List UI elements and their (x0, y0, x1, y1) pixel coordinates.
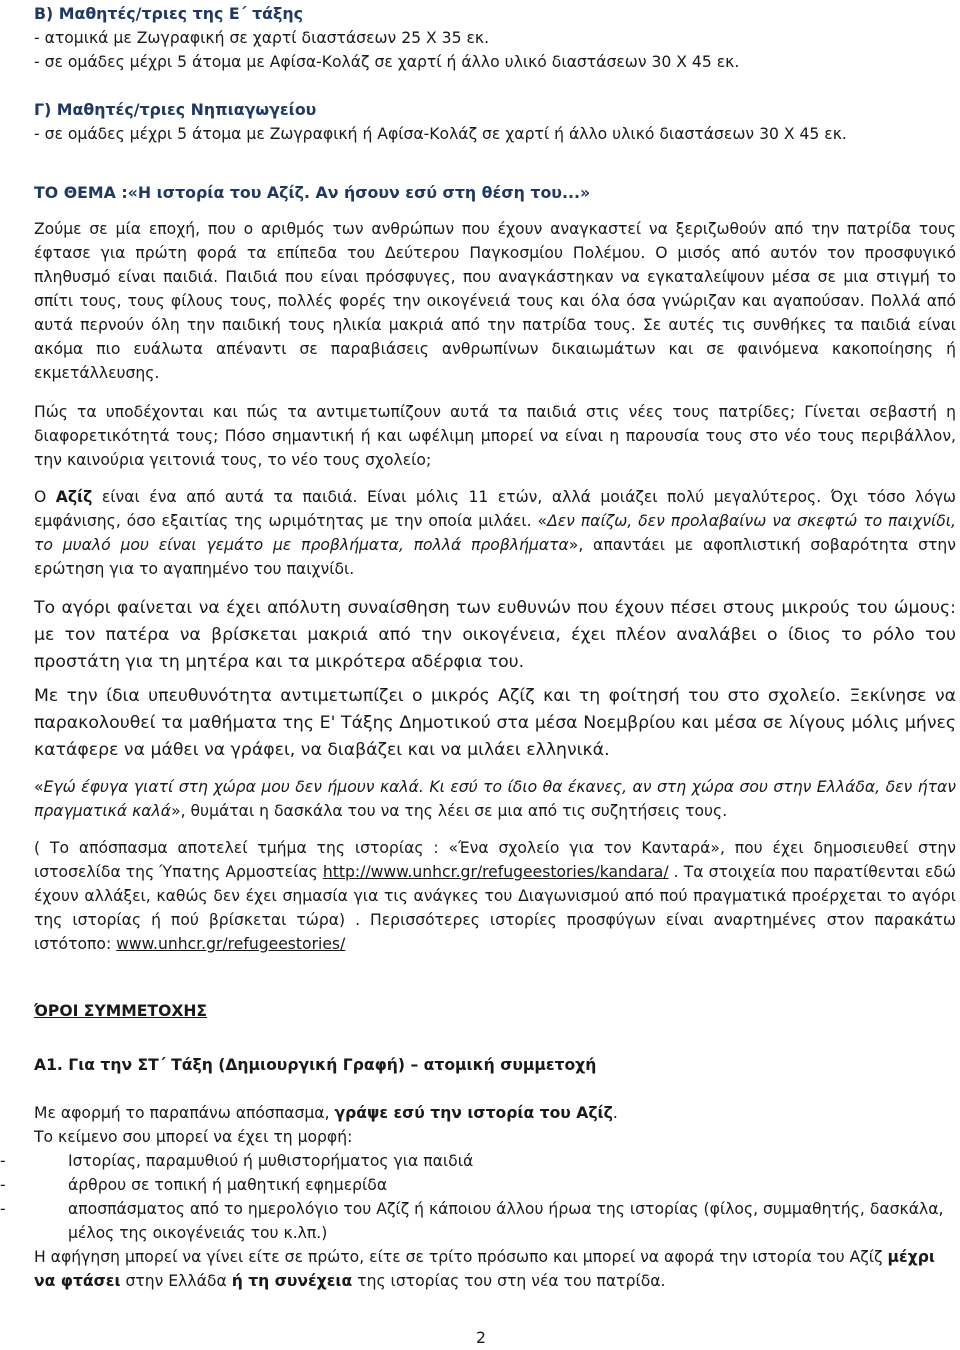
section-c (34, 98, 956, 146)
list-item (0, 1197, 956, 1245)
a1-format-intro: Το κείμενο σου μπορεί να έχει τη μορφή: (34, 1128, 353, 1146)
quote-paragraph (34, 775, 956, 823)
a1-prompt-text: Με αφορμή το παραπάνω απόσπασμα, (34, 1104, 335, 1122)
list-dash: - (0, 1152, 6, 1170)
page-number: 2 (476, 1329, 486, 1347)
list-item (0, 1173, 956, 1197)
list-item (0, 1149, 956, 1173)
a1-closing-emphasis: ή τη συνέχεια (231, 1272, 353, 1290)
section-b-item: - σε ομάδες μέχρι 5 άτομα με Αφίσα-Κολάζ σε χαρτί ή άλλο υλικό διαστάσεων 30 Χ 45 εκ. (34, 53, 740, 71)
a1-heading: Α1. Για την ΣΤ΄ Τάξη (Δημιουργική Γραφή) – ατομική συμμετοχή (34, 1056, 597, 1074)
terms-heading: ΌΡΟΙ ΣΥΜΜΕΤΟΧΗΣ (34, 1002, 208, 1020)
a1-closing (34, 1245, 956, 1293)
a1-body (0, 1101, 956, 1293)
a1-prompt-text: . (612, 1104, 618, 1122)
section-b (34, 2, 956, 74)
list-item-text: άρθρου σε τοπική ή μαθητική εφημερίδα (68, 1176, 388, 1194)
a1-prompt-emphasis: γράψε εσύ την ιστορία του Αζίζ (334, 1104, 613, 1122)
quote-mark: « (34, 778, 44, 796)
a1-prompt (34, 1101, 956, 1125)
aziz-text: είναι ένα από αυτά τα παιδιά. Είναι μόλις 11 ετών, αλλά μοιάζει πολύ μεγαλύτερος. Όχι τόσο λόγω εμφάνισης, όσο εξαιτίας της ωριμότητας με την οποία μιλάει. « (34, 488, 956, 530)
intro-paragraph: Ζούμε σε μία εποχή, που ο αριθμός των ανθρώπων που έχουν αναγκαστεί να ξεριζωθούν από την πατρίδα τους έφτασε για πρώτη φορά τα επίπεδα του Δεύτερου Παγκοσμίου Πολέμου. Ο μισός από αυτόν τον προσφυγικό πληθυσμό είναι παιδιά. Παιδιά που είναι πρόσφυγες, που αναγκάστηκαν να εγκαταλείψουν μέσα σε μια στιγμή το σπίτι τους, τους φίλους τους, πολλές φορές την οικογένειά τους και όλα όσα γνώριζαν και αγαπούσαν. Πολλά από αυτά περνούν όλη την παιδική τους ηλικία μακριά από την πατρίδα τους. Σε αυτές τις συνθήκες τα παιδιά είναι ακόμα πιο ευάλωτα απέναντι σε παραβιάσεις ανθρωπίνων δικαιωμάτων και σε φαινόμενα κακοποίησης ή εκμετάλλευσης. (34, 220, 956, 382)
a1-closing-text: Η αφήγηση μπορεί να γίνει είτε σε πρώτο, είτε σε τρίτο πρόσωπο και μπορεί να αφορά την ιστορία του Αζίζ (34, 1248, 888, 1266)
school-paragraph: Με την ίδια υπευθυνότητα αντιμετωπίζει ο μικρός Αζίζ και τη φοίτησή του στο σχολείο. Ξεκίνησε να παρακολουθεί τα μαθήματα της Ε' Τάξης Δημοτικού στα μέσα Νοεμβρίου και μέσα σε λίγους μόλις μήνες κατάφερε να μάθει να γράφει, να διαβάζει και να μιλάει ελληνικά. (34, 686, 956, 760)
source-paragraph (34, 836, 956, 956)
aziz-text: Ο (34, 488, 56, 506)
aziz-paragraph (34, 485, 956, 581)
a1-closing-text: της ιστορίας του στη νέα του πατρίδα. (352, 1272, 666, 1290)
section-c-item: - σε ομάδες μέχρι 5 άτομα με Ζωγραφική ή Αφίσα-Κολάζ σε χαρτί ή άλλο υλικό διαστάσεων 30 Χ 45 εκ. (34, 125, 847, 143)
question-paragraph: Πώς τα υποδέχονται και πώς τα αντιμετωπίζουν αυτά τα παιδιά στις νέες τους πατρίδες; Γίνεται σεβαστή η διαφορετικότητά τους; Πόσο σημαντική ή και ωφέλιμη μπορεί να είναι η παρουσία τους στο νέο τους περιβάλλον, την καινούρια γειτονιά τους, το νέο τους σχολείο; (34, 403, 956, 469)
source-text: ( Το απόσπασμα αποτελεί τμήμα της ιστορίας : «Ένα σχολείο για τον Κανταρά», που έχει δημοσιευθεί στην ιστοσελίδα της Ύπατης Αρμοστείας (34, 839, 956, 881)
list-dash: - (0, 1176, 6, 1194)
source-text: . Τα στοιχεία που παρατίθενται εδώ έχουν αλλάξει, καθώς δεν έχει σημασία για τις ανάγκες του Διαγωνισμού από πού πραγματικά προέρχεται το αγόρι της ιστορίας ή πού βρίσκεται τώρα) . Περισσότερες ιστορίες προσφύγων είναι αναρτημένες στον παρακάτω ιστότοπο: (34, 863, 956, 953)
aziz-text: », απαντάει με αφοπλιστική σοβαρότητα στην ερώτηση για το αγαπημένο του παιχνίδι. (34, 536, 956, 578)
list-item-text: αποσπάσματος από το ημερολόγιο του Αζίζ ή κάποιου άλλου ήρωα της ιστορίας (φίλος, συμμαθητής, δασκάλα, μέλος της οικογένειάς του κ.λπ.) (68, 1200, 944, 1242)
kandara-story-link[interactable]: http://www.unhcr.gr/refugeestories/kandara/ (322, 863, 669, 881)
section-b-item: - ατομικά με Ζωγραφική σε χαρτί διαστάσεων 25 Χ 35 εκ. (34, 29, 490, 47)
aziz-name: Αζίζ (55, 488, 93, 506)
quote-text: », θυμάται η δασκάλα του να της λέει σε μια από τις συζητήσεις τους. (171, 802, 728, 820)
a1-closing-text: στην Ελλάδα (120, 1272, 232, 1290)
refugee-stories-link[interactable]: www.unhcr.gr/refugeestories/ (116, 935, 346, 953)
aziz-quote: Δεν παίζω, δεν προλαβαίνω να σκεφτώ το παιχνίδι, το μυαλό μου είναι γεμάτο με προβλήματα, πολλά προβλήματα (34, 512, 956, 554)
list-item-text: Ιστορίας, παραμυθιού ή μυθιστορήματος για παιδιά (68, 1152, 474, 1170)
list-dash: - (0, 1200, 6, 1218)
responsibility-paragraph: Το αγόρι φαίνεται να έχει απόλυτη συναίσθηση των ευθυνών που έχουν πέσει στους μικρούς του ώμους: με τον πατέρα να βρίσκεται μακριά από την οικογένεια, έχει πλέον αναλάβει ο ίδιος το ρόλο του προστάτη για τη μητέρα και τα μικρότερα αδέρφια του. (34, 598, 956, 672)
theme-title: ΤΟ ΘΕΜΑ :«Η ιστορία του Αζίζ. Αν ήσουν εσύ στη θέση του...» (34, 183, 591, 202)
teacher-quote: Εγώ έφυγα γιατί στη χώρα μου δεν ήμουν καλά. Κι εσύ το ίδιο θα έκανες, αν στη χώρα σου στην Ελλάδα, δεν ήταν πραγματικά καλά (34, 778, 956, 820)
section-c-title: Γ) Μαθητές/τριες Νηπιαγωγείου (34, 100, 317, 119)
section-b-title: Β) Μαθητές/τριες της Ε΄ τάξης (34, 4, 303, 23)
a1-closing-emphasis: μέχρι να φτάσει (34, 1248, 935, 1290)
